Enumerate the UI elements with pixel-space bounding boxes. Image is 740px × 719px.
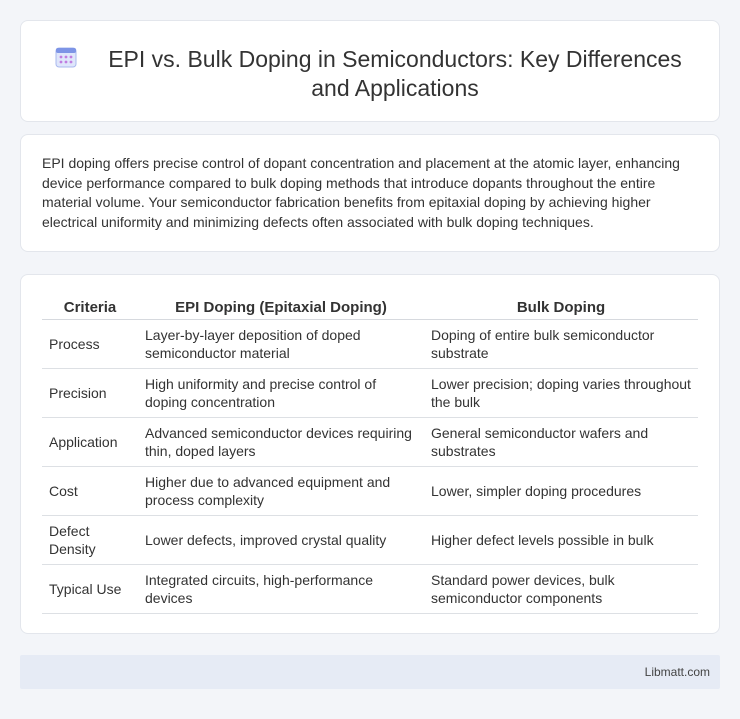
header-bulk-doping: Bulk Doping [424, 297, 698, 319]
cell-criteria: Application [42, 417, 138, 466]
footer-brand[interactable]: Libmatt.com [644, 665, 710, 679]
table-row [42, 515, 698, 564]
page-title: EPI vs. Bulk Doping in Semiconductors: Key Differences and Applications [108, 46, 682, 101]
cell-criteria: Typical Use [42, 564, 138, 613]
cell-bulk: Lower, simpler doping procedures [424, 466, 698, 515]
table-row [42, 319, 698, 368]
cell-criteria: Process [42, 319, 138, 368]
table-row [42, 417, 698, 466]
cell-criteria: Defect Density [42, 515, 138, 564]
intro-paragraph: EPI doping offers precise control of dopant concentration and placement at the atomic layer, enhancing device performance compared to bulk doping methods that introduce dopants throughout the entire material volume. Your semiconductor fabrication benefits from epitaxial doping by achieving higher electrical uniformity and minimizing defects often associated with bulk doping techniques. [42, 155, 680, 230]
header-criteria: Criteria [42, 297, 138, 319]
cell-bulk: Doping of entire bulk semiconductor substrate [424, 319, 698, 368]
cell-epi: High uniformity and precise control of doping concentration [138, 368, 424, 417]
comparison-table-card [20, 274, 720, 634]
title-card [20, 20, 720, 122]
table-row [42, 466, 698, 515]
footer [20, 655, 720, 689]
cell-bulk: Higher defect levels possible in bulk [424, 515, 698, 564]
cell-criteria: Precision [42, 368, 138, 417]
cell-epi: Layer-by-layer deposition of doped semiconductor material [138, 319, 424, 368]
cell-criteria: Cost [42, 466, 138, 515]
intro-card [20, 134, 720, 252]
comparison-table [42, 297, 698, 614]
table-row [42, 564, 698, 613]
cell-bulk: Standard power devices, bulk semiconductor components [424, 564, 698, 613]
cell-epi: Lower defects, improved crystal quality [138, 515, 424, 564]
cell-bulk: General semiconductor wafers and substrates [424, 417, 698, 466]
cell-epi: Integrated circuits, high-performance devices [138, 564, 424, 613]
table-row [42, 368, 698, 417]
cell-epi: Advanced semiconductor devices requiring thin, doped layers [138, 417, 424, 466]
header-epi-doping: EPI Doping (Epitaxial Doping) [138, 297, 424, 319]
table-header-row [42, 297, 698, 319]
cell-epi: Higher due to advanced equipment and process complexity [138, 466, 424, 515]
cell-bulk: Lower precision; doping varies throughout the bulk [424, 368, 698, 417]
